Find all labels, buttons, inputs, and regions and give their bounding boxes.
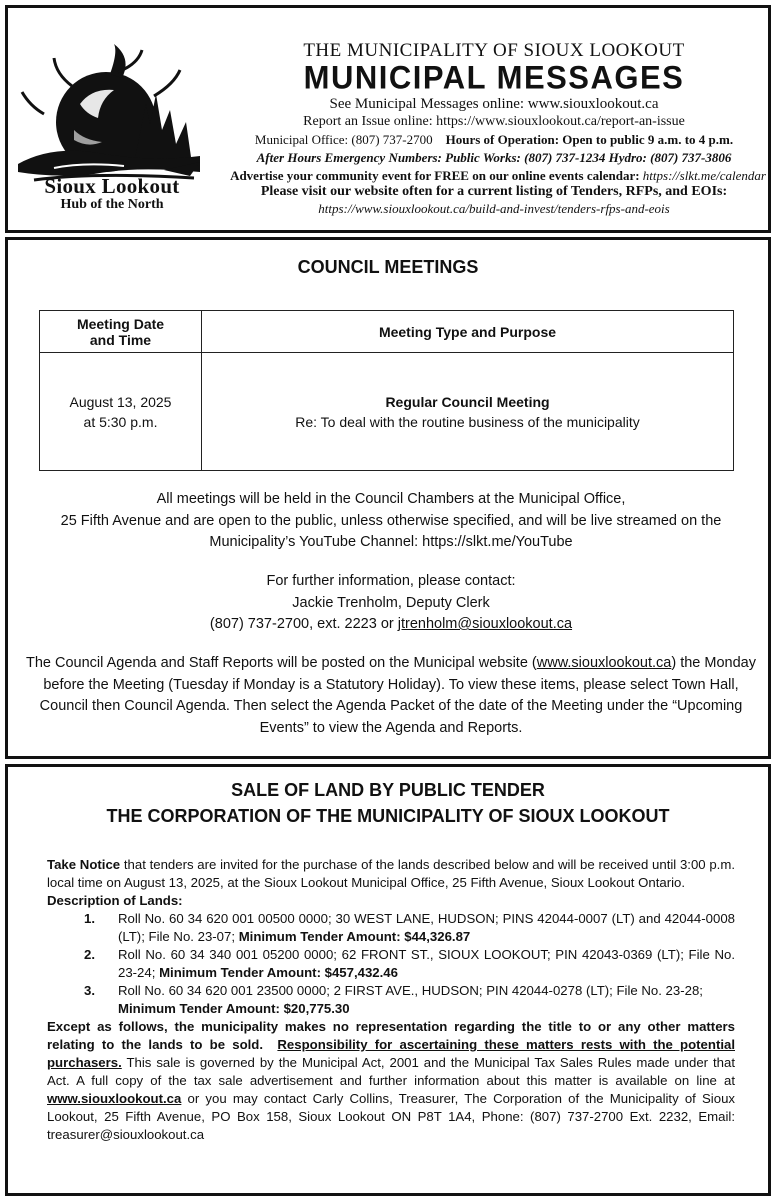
meeting-purpose: Re: To deal with the routine business of the municipality — [295, 413, 640, 430]
header-date-line2: and Time — [89, 331, 152, 348]
header-date-line1: Meeting Date — [76, 315, 165, 332]
meetings-info-line1: All meetings will be held in the Council Chambers at the Municipal Office, — [156, 491, 626, 507]
header-panel — [5, 5, 771, 233]
meeting-date-cell — [40, 353, 202, 471]
council-meetings-panel — [5, 237, 771, 759]
sale-website-link[interactable]: www.siouxlookout.ca — [47, 1091, 182, 1106]
meetings-info-line2: 25 Fifth Avenue and are open to the public, unless otherwise specified, and will be live streamed on the — [60, 512, 722, 529]
lands-heading — [47, 892, 735, 910]
list-item — [47, 910, 735, 946]
calendar-link[interactable]: https://slkt.me/calendar — [642, 168, 766, 183]
agenda-text-part1: The Council Agenda and Staff Reports will be posted on the Municipal website ( — [26, 655, 537, 671]
lands-heading-text: Description of Lands: — [47, 893, 183, 908]
land-number: 3. — [84, 983, 95, 998]
municipality-heading: THE MUNICIPALITY OF SIOUX LOOKOUT — [303, 40, 685, 61]
contact-name: Jackie Trenholm, Deputy Clerk — [292, 594, 490, 611]
logo-text — [22, 174, 202, 213]
contact-email-link[interactable]: jtrenholm@siouxlookout.ca — [397, 616, 573, 632]
report-issue-line: Report an Issue online: https://www.siouxlookout.ca/report-an-issue — [303, 114, 685, 129]
advertise-text: Advertise your community event for FREE on our online events calendar: — [230, 168, 640, 183]
except-text: Except as follows, the municipality makes no representation regarding the title to or any other matters relating to the lands to be sold. — [47, 1019, 735, 1052]
website-link[interactable]: www.siouxlookout.ca — [536, 655, 672, 671]
contact-intro: For further information, please contact: — [266, 573, 516, 589]
logo-tagline: Hub of the North — [60, 197, 164, 212]
office-phone: Municipal Office: (807) 737-2700 — [254, 132, 433, 147]
meeting-type: Regular Council Meeting — [385, 393, 550, 410]
contact-line — [22, 614, 760, 636]
minimum-tender-amount: Minimum Tender Amount: $20,775.30 — [118, 1001, 350, 1016]
agenda-info — [22, 653, 760, 739]
meetings-table — [39, 310, 734, 471]
take-notice-paragraph — [47, 856, 735, 892]
meetings-info-line3: Municipality’s YouTube Channel: https://slkt.me/YouTube — [209, 534, 573, 550]
land-description: Roll No. 60 34 340 001 05200 0000; 62 FRONT ST., SIOUX LOOKOUT; PIN 42043-0369 (LT); File No. 23-24; — [118, 947, 735, 980]
lands-list — [47, 910, 735, 1018]
except-paragraph — [47, 1018, 735, 1144]
minimum-tender-amount: Minimum Tender Amount: $457,432.46 — [159, 965, 398, 980]
meeting-date: August 13, 2025 — [69, 393, 172, 410]
after-hours-line: After Hours Emergency Numbers: Public Works: (807) 737-1234 Hydro: (807) 737-3806 — [256, 150, 732, 165]
governed-text: This sale is governed by the Municipal Act, 2001 and the Municipal Tax Sales Rules made under that Act. A full copy of the tax sale advertisement and further information about this matter is available on line at — [47, 1055, 735, 1088]
page-title: MUNICIPAL MESSAGES — [303, 59, 685, 96]
responsibility-text: Responsibility for ascertaining these matters rests with the potential purchasers. — [47, 1037, 735, 1070]
please-visit-line: Please visit our website often for a current listing of Tenders, RFPs, and EOIs: — [260, 184, 728, 199]
land-description: Roll No. 60 34 620 001 00500 0000; 30 WEST LANE, HUDSON; PINS 42044-0007 (LT) and 42044-0008 (LT); File No. 23-07; — [118, 911, 735, 944]
list-item — [47, 946, 735, 982]
header-type-purpose: Meeting Type and Purpose — [202, 311, 734, 353]
sale-subtitle: THE CORPORATION OF THE MUNICIPALITY OF SIOUX LOOKOUT — [106, 806, 670, 826]
treasurer-contact-text: or you may contact Carly Collins, Treasurer, The Corporation of the Municipality of Sioux Lookout, 25 Fifth Avenue, PO Box 158, Sioux Lookout ON P8T 1A4, Phone: (807) 737-2700 Ext. 2232, Email: treasurer@siouxlookout.ca — [47, 1091, 735, 1142]
contact-phone: (807) 737-2700, ext. 2223 or — [209, 616, 394, 632]
land-number: 2. — [84, 947, 95, 962]
take-notice-text: that tenders are invited for the purchase of the lands described below and will be received until 3:00 p.m. local time on August 13, 2025, at the Sioux Lookout Municipal Office, 25 Fifth Avenue, Sioux Lookout Ontario. — [47, 857, 735, 890]
land-number: 1. — [84, 911, 95, 926]
minimum-tender-amount: Minimum Tender Amount: $44,326.87 — [238, 929, 471, 944]
tenders-link[interactable]: https://www.siouxlookout.ca/build-and-invest/tenders-rfps-and-eois — [318, 201, 670, 216]
advertise-line — [220, 168, 776, 184]
sale-title: SALE OF LAND BY PUBLIC TENDER — [231, 780, 545, 800]
land-description: Roll No. 60 34 620 001 23500 0000; 2 FIRST AVE., HUDSON; PIN 42044-0278 (LT); File No. 23-28; — [118, 983, 703, 998]
hours-of-operation: Hours of Operation: Open to public 9 a.m. to 4 p.m. — [445, 132, 734, 147]
table-row — [40, 353, 734, 471]
agenda-text-part2: ) the Monday before the Meeting (Tuesday if Monday is a Statutory Holiday). To view these items, please select Town Hall, Council then Council Agenda. Then select the Agenda Packet of the date of the Meeting under the “Upcoming Events” to view the Agenda and Reports. — [39, 655, 756, 736]
logo-name: Sioux Lookout — [44, 174, 180, 198]
sale-of-land-panel — [5, 764, 771, 1196]
table-header-row — [40, 311, 734, 353]
header-date-time — [40, 311, 202, 353]
list-item — [47, 982, 735, 1018]
meetings-info — [22, 489, 760, 554]
contact-info — [22, 571, 760, 636]
take-notice-label: Take Notice — [47, 857, 121, 872]
office-line — [216, 132, 772, 148]
sale-body — [47, 856, 735, 1144]
council-title: COUNCIL MEETINGS — [297, 257, 479, 277]
meeting-type-cell — [202, 353, 734, 471]
online-line: See Municipal Messages online: www.siouxlookout.ca — [329, 96, 659, 112]
meeting-time: at 5:30 p.m. — [83, 413, 158, 430]
